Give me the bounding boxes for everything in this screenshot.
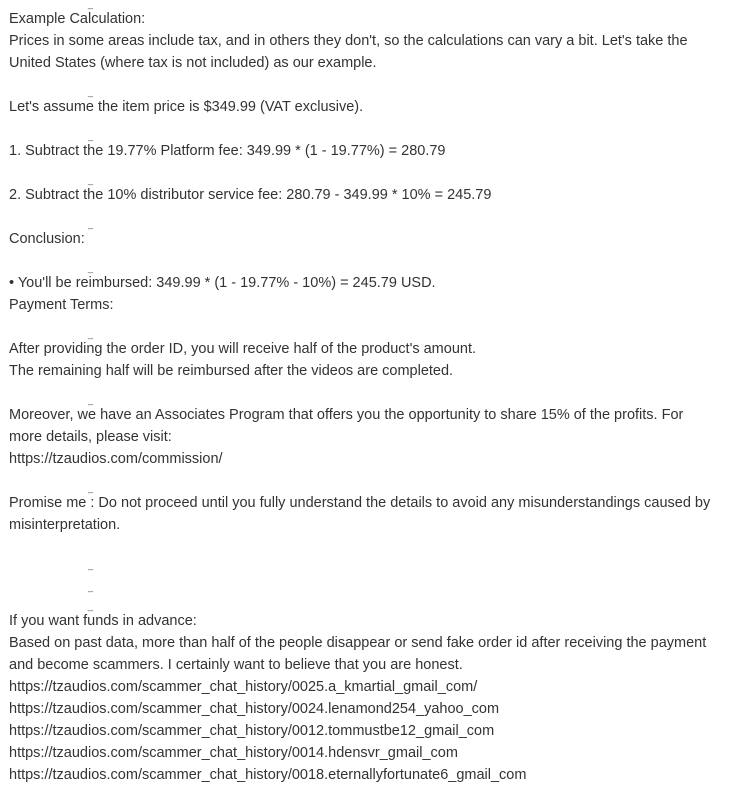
payment-heading: Payment Terms:: [9, 297, 114, 313]
advance-line-1: Based on past data, more than half of the people disappear or send fake order id after receiving the payment: [9, 635, 707, 651]
associates-line-1: Moreover, we have an Associates Program that offers you the opportunity to share 15% of the profits. For: [9, 407, 684, 423]
separator-mark: _: [88, 483, 94, 493]
separator-mark: _: [88, 0, 94, 9]
scammer-history-link[interactable]: https://tzaudios.com/scammer_chat_history/0012.tommustbe12_gmail_com: [9, 723, 495, 739]
commission-link[interactable]: https://tzaudios.com/commission/: [9, 451, 223, 467]
separator-mark: _: [88, 601, 94, 611]
step-distributor-fee: 2. Subtract the 10% distributor service fee: 280.79 - 349.99 * 10% = 245.79: [9, 187, 492, 203]
payment-line-2: The remaining half will be reimbursed after the videos are completed.: [9, 363, 454, 379]
promise-line-2: misinterpretation.: [9, 517, 121, 533]
example-intro-line-1: Prices in some areas include tax, and in others they don't, so the calculations can vary a bit. Let's take the: [9, 33, 688, 49]
separator-mark: _: [88, 175, 94, 185]
promise-line-1: Promise me : Do not proceed until you fully understand the details to avoid any misunderstandings caused by: [9, 495, 711, 511]
scammer-history-link[interactable]: https://tzaudios.com/scammer_chat_history/0025.a_kmartial_gmail_com/: [9, 679, 478, 695]
separator-mark: _: [88, 582, 94, 592]
scammer-history-link[interactable]: https://tzaudios.com/scammer_chat_history/0018.eternallyfortunate6_gmail_com: [9, 767, 527, 783]
separator-mark: _: [88, 263, 94, 273]
payment-line-1: After providing the order ID, you will receive half of the product's amount.: [9, 341, 477, 357]
conclusion-text: • You'll be reimbursed: 349.99 * (1 - 19.77% - 10%) = 245.79 USD.: [9, 275, 436, 291]
separator-mark: _: [88, 395, 94, 405]
separator-mark: _: [88, 329, 94, 339]
separator-mark: _: [88, 219, 94, 229]
associates-line-2: more details, please visit:: [9, 429, 172, 445]
step-platform-fee: 1. Subtract the 19.77% Platform fee: 349.99 * (1 - 19.77%) = 280.79: [9, 143, 446, 159]
separator-mark: _: [88, 87, 94, 97]
scammer-history-link[interactable]: https://tzaudios.com/scammer_chat_history/0014.hdensvr_gmail_com: [9, 745, 458, 761]
advance-heading: If you want funds in advance:: [9, 613, 197, 629]
example-intro-line-2: United States (where tax is not included) as our example.: [9, 55, 377, 71]
separator-mark: _: [88, 560, 94, 570]
message-body: [9, 0, 751, 786]
scammer-history-link[interactable]: https://tzaudios.com/scammer_chat_history/0024.lenamond254_yahoo_com: [9, 701, 500, 717]
example-heading: Example Calculation:: [9, 11, 146, 27]
conclusion-heading: Conclusion:: [9, 231, 85, 247]
advance-line-2: and become scammers. I certainly want to believe that you are honest.: [9, 657, 463, 673]
separator-mark: _: [88, 131, 94, 141]
price-assumption: Let's assume the item price is $349.99 (VAT exclusive).: [9, 99, 364, 115]
